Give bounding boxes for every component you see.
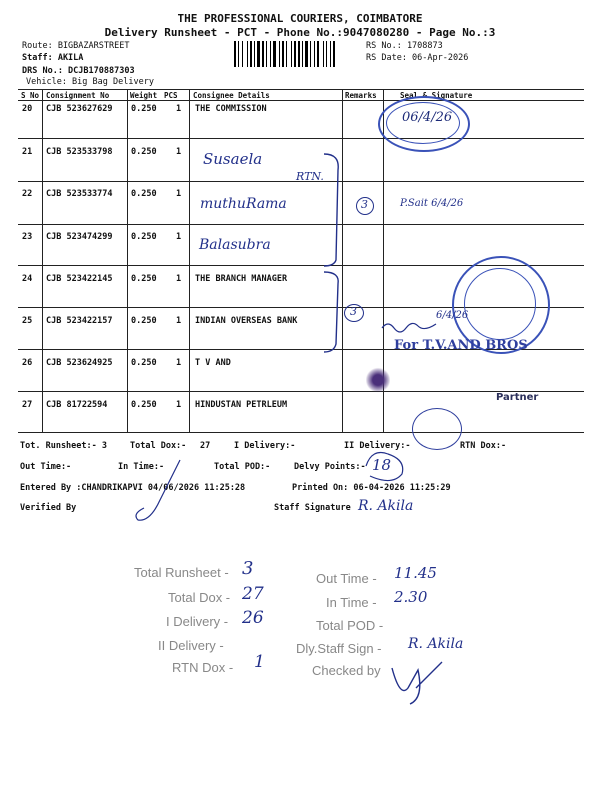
stamp-value-dly-staff-sign: R. Akila bbox=[408, 636, 464, 652]
stamp-value-total-dox: 27 bbox=[242, 584, 264, 604]
row-divider bbox=[18, 224, 584, 225]
row-pcs: 1 bbox=[176, 232, 182, 242]
staff-label: Staff: AKILA bbox=[22, 53, 84, 63]
stamp-value-i-delivery: 26 bbox=[242, 608, 264, 628]
row-consignee: THE COMMISSION bbox=[195, 104, 267, 114]
row-pcs: 1 bbox=[176, 189, 182, 199]
company-title: THE PROFESSIONAL COURIERS, COIMBATORE bbox=[177, 12, 423, 25]
row-consignee: INDIAN OVERSEAS BANK bbox=[195, 316, 298, 326]
tv-and-stamp: For T.V.AND BROS bbox=[394, 338, 528, 353]
row-pcs: 1 bbox=[176, 358, 182, 368]
row-consignment: CJB 523624925 bbox=[46, 358, 113, 368]
signature-scribble bbox=[130, 456, 190, 536]
row-sno: 25 bbox=[22, 316, 33, 326]
route-label: Route: BIGBAZARSTREET bbox=[22, 41, 130, 51]
row-sno: 27 bbox=[22, 400, 33, 410]
stamp-date: 06/4/26 bbox=[402, 110, 453, 125]
row-sno: 21 bbox=[22, 147, 33, 157]
checked-by-signature bbox=[388, 658, 448, 708]
header-weight: Weight bbox=[130, 91, 158, 100]
stamp-label-total-dox: Total Dox - bbox=[168, 590, 231, 605]
row-weight: 0.250 bbox=[131, 189, 157, 199]
i-delivery-label: I Delivery:- bbox=[234, 441, 296, 451]
rtn-dox-label: RTN Dox:- bbox=[460, 441, 507, 451]
rs-date: RS Date: 06-Apr-2026 bbox=[366, 53, 469, 63]
row-consignment: CJB 523533798 bbox=[46, 147, 113, 157]
row-sno: 22 bbox=[22, 189, 33, 199]
row-weight: 0.250 bbox=[131, 104, 157, 114]
row-consignment: CJB 523422145 bbox=[46, 274, 113, 284]
row-weight: 0.250 bbox=[131, 400, 157, 410]
row-weight: 0.250 bbox=[131, 316, 157, 326]
row-weight: 0.250 bbox=[131, 232, 157, 242]
in-time-label: In Time:- bbox=[118, 462, 165, 472]
runsheet-subtitle: Delivery Runsheet - PCT - Phone No.:9047080280 - Page No.:3 bbox=[104, 26, 496, 39]
handwritten-count: 18 bbox=[372, 456, 392, 474]
stamp-label-out-time: Out Time - bbox=[316, 571, 377, 586]
signature-scribble bbox=[362, 446, 412, 486]
stamp-value-in-time: 2.30 bbox=[394, 588, 428, 606]
total-dox-label: Total Dox:- bbox=[130, 441, 187, 451]
out-time-label: Out Time:- bbox=[20, 462, 72, 472]
stamp-value-out-time: 11.45 bbox=[394, 564, 437, 582]
stamp-value-rtn-dox: 1 bbox=[254, 652, 265, 672]
ink-blot bbox=[366, 367, 390, 393]
row-consignment: CJB 523627629 bbox=[46, 104, 113, 114]
drs-number: DRS No.: DCJB170887303 bbox=[22, 66, 135, 76]
col-divider bbox=[42, 89, 43, 432]
staff-signature-handwriting: R. Akila bbox=[358, 498, 414, 514]
signature-scribble bbox=[380, 318, 440, 334]
stamp-label-i-delivery: I Delivery - bbox=[166, 614, 229, 629]
header-consignment: Consignment No bbox=[46, 91, 110, 100]
row-sno: 24 bbox=[22, 274, 33, 284]
stamp-label-in-time: In Time - bbox=[326, 595, 377, 610]
row-sno: 20 bbox=[22, 104, 33, 114]
stamp-label-total-pod: Total POD - bbox=[316, 618, 384, 633]
handwritten-name: Susaela bbox=[203, 150, 263, 168]
row-consignment: CJB 523533774 bbox=[46, 189, 113, 199]
round-stamp bbox=[412, 408, 462, 450]
row-consignee: T V AND bbox=[195, 358, 231, 368]
table-header-border bbox=[18, 100, 584, 101]
header-pcs: PCS bbox=[164, 91, 178, 100]
circle-mark: 3 bbox=[356, 197, 374, 215]
printed-on: Printed On: 06-04-2026 11:25:29 bbox=[292, 483, 451, 493]
row-weight: 0.250 bbox=[131, 358, 157, 368]
stamp-label-ii-delivery: II Delivery - bbox=[158, 638, 224, 653]
row-pcs: 1 bbox=[176, 274, 182, 284]
delvy-points-label: Delvy Points:- bbox=[294, 462, 366, 472]
total-dox-value: 27 bbox=[200, 441, 211, 451]
tot-runsheet: Tot. Runsheet:- 3 bbox=[20, 441, 107, 451]
stamp-label-rtn-dox: RTN Dox - bbox=[172, 660, 234, 675]
table-top-border bbox=[18, 89, 584, 90]
circle-mark: 3 bbox=[344, 304, 364, 322]
barcode bbox=[234, 41, 360, 67]
verified-by-label: Verified By bbox=[20, 503, 77, 513]
row-pcs: 1 bbox=[176, 400, 182, 410]
row-sno: 23 bbox=[22, 232, 33, 242]
stamp-value-total-runsheet: 3 bbox=[242, 558, 254, 579]
col-divider bbox=[127, 89, 128, 432]
row-consignment: CJB 81722594 bbox=[46, 400, 108, 410]
row-consignee: THE BRANCH MANAGER bbox=[195, 274, 288, 284]
header-consignee: Consignee Details bbox=[193, 91, 270, 100]
stamp-label-checked-by: Checked by bbox=[312, 663, 381, 678]
staff-signature-label: Staff Signature bbox=[274, 503, 351, 513]
total-pod-label: Total POD:- bbox=[214, 462, 271, 472]
vehicle-label: Vehicle: Big Bag Delivery bbox=[26, 77, 154, 87]
row-consignment: CJB 523422157 bbox=[46, 316, 113, 326]
round-stamp-inner bbox=[464, 268, 536, 340]
stamp-label-total-runsheet: Total Runsheet - bbox=[134, 565, 229, 580]
row-divider bbox=[18, 138, 584, 139]
handwritten-name: Balasubra bbox=[199, 237, 271, 253]
rs-number: RS No.: 1708873 bbox=[366, 41, 443, 51]
row-consignee: HINDUSTAN PETRLEUM bbox=[195, 400, 288, 410]
handwritten-date: 6/4/26 bbox=[436, 310, 469, 321]
col-divider bbox=[189, 89, 190, 432]
bracket-mark bbox=[320, 150, 348, 270]
entered-by: Entered By :CHANDRIKAPVI 04/06/2026 11:25:28 bbox=[20, 483, 246, 493]
row-pcs: 1 bbox=[176, 316, 182, 326]
handwritten-signature: P.Sait 6/4/26 bbox=[400, 198, 464, 209]
stamp-label-dly-staff-sign: Dly.Staff Sign - bbox=[296, 641, 382, 656]
row-consignment: CJB 523474299 bbox=[46, 232, 113, 242]
row-weight: 0.250 bbox=[131, 274, 157, 284]
header-sno: S No bbox=[21, 91, 40, 100]
handwritten-rtn: RTN. bbox=[296, 170, 324, 183]
header-remarks: Remarks bbox=[345, 91, 377, 100]
header-seal: Seal & Signature bbox=[400, 91, 473, 100]
handwritten-name: muthuRama bbox=[200, 196, 287, 212]
row-sno: 26 bbox=[22, 358, 33, 368]
table-bottom-border bbox=[18, 432, 584, 433]
row-pcs: 1 bbox=[176, 104, 182, 114]
row-weight: 0.250 bbox=[131, 147, 157, 157]
row-pcs: 1 bbox=[176, 147, 182, 157]
partner-label: Partner bbox=[496, 392, 539, 403]
ii-delivery-label: II Delivery:- bbox=[344, 441, 411, 451]
